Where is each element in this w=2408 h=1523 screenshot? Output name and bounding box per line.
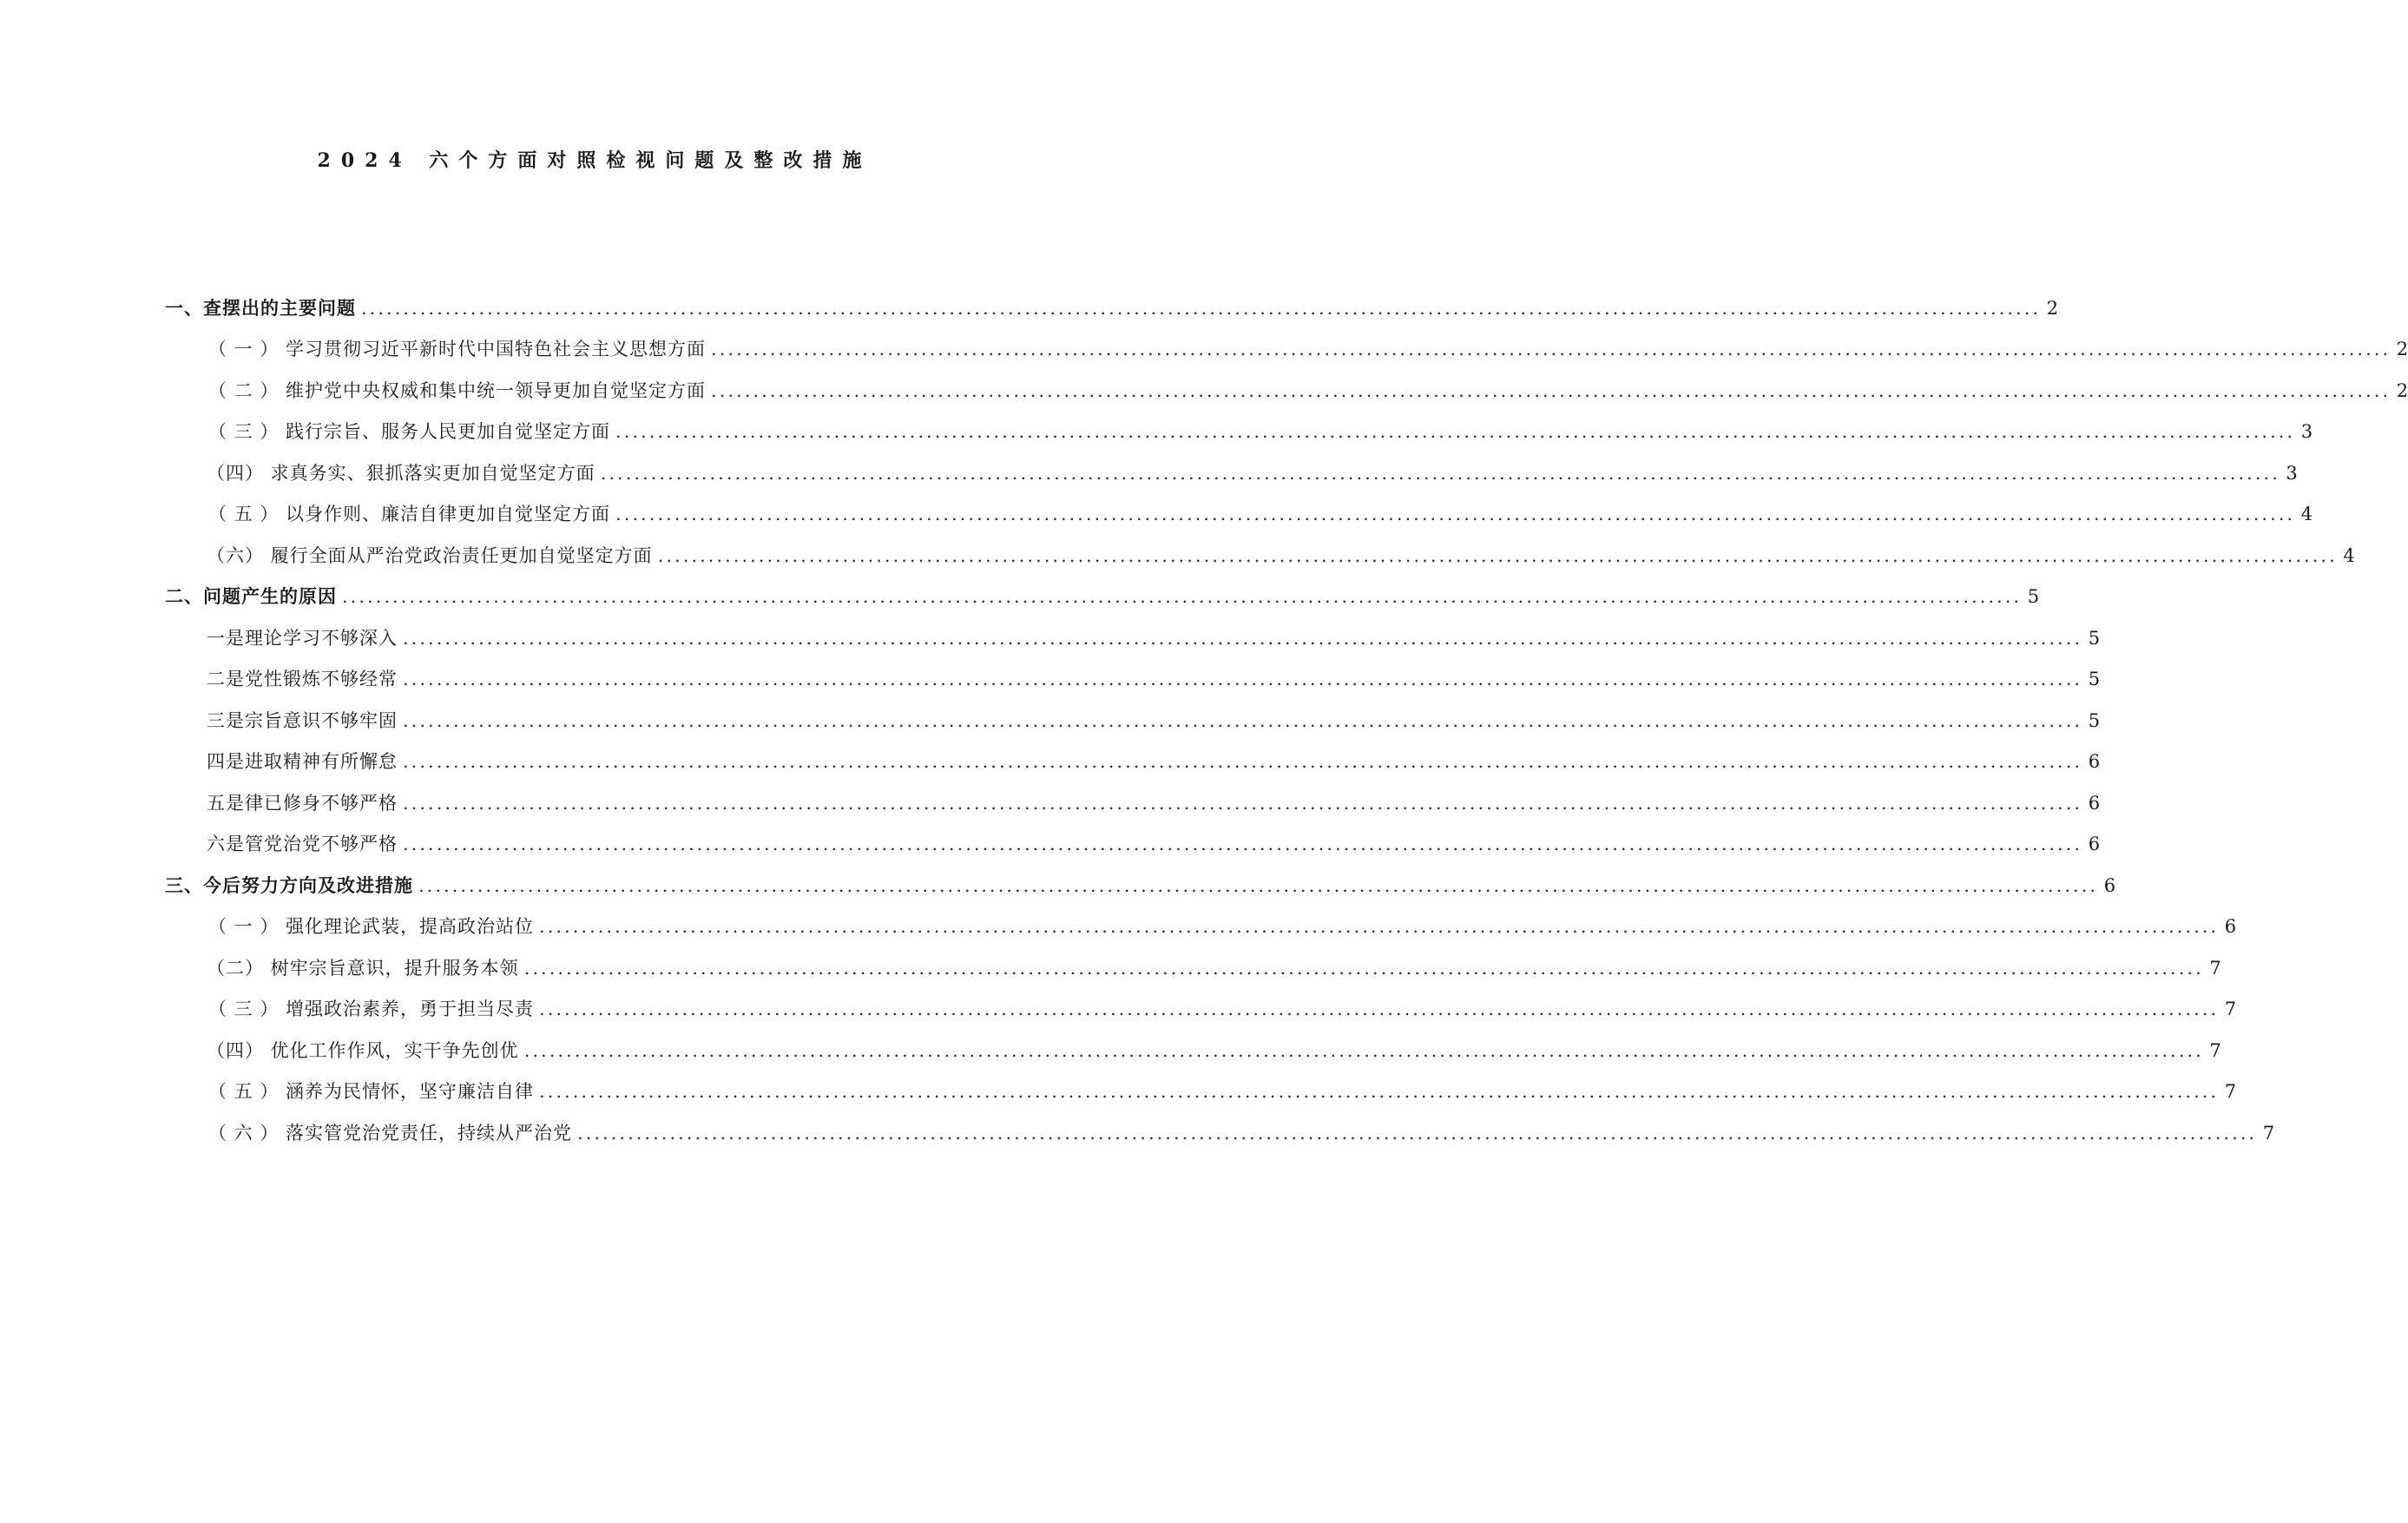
toc-entry[interactable] (165, 775, 2101, 816)
toc-page-number: 7 (2224, 1081, 2237, 1102)
toc-entry-label: （ 三 ） 践行宗旨、服务人民更加自觉坚定方面 (208, 421, 611, 442)
toc-entry-label: （ 五 ） 以身作则、廉洁自律更加自觉坚定方面 (208, 504, 611, 524)
toc-entry[interactable] (165, 816, 2101, 858)
toc-leader-dots: ........................................................................................................................................................................................................ (615, 421, 2296, 442)
document-title: 2024 六个方面对照检视问题及整改措施 (317, 149, 872, 172)
toc-page-number: 7 (2209, 957, 2221, 979)
toc-entry[interactable] (165, 651, 2101, 693)
toc-page-number: 6 (2088, 792, 2101, 814)
toc-entry-label: 一、查摆出的主要问题 (165, 296, 356, 319)
toc-leader-dots: ........................................................................................................................................................................................................ (615, 504, 2296, 524)
toc-entry-label: （ 三 ） 增强政治素养，勇于担当尽责 (208, 999, 535, 1019)
toc-entry-label: （ 五 ） 涵养为民情怀，坚守廉洁自律 (208, 1081, 535, 1102)
toc-entry-label: 六是管党治党不够严格 (207, 834, 398, 854)
toc-page-number: 5 (2088, 709, 2101, 731)
toc-page-number: 2 (2396, 379, 2408, 401)
toc-entry[interactable] (165, 569, 2040, 610)
toc-entry-label: 二、问题产生的原因 (165, 585, 337, 607)
toc-entry-label: （六） 履行全面从严治党政治责任更加自觉坚定方面 (207, 544, 653, 566)
toc-leader-dots: ........................................................................................................................................................................................................ (600, 462, 2280, 484)
toc-leader-dots: ........................................................................................................................................................................................................ (403, 709, 2083, 731)
toc-entry[interactable] (165, 445, 2298, 486)
toc-page-number: 6 (2088, 834, 2101, 854)
toc-leader-dots: ........................................................................................................................................................................................................ (711, 339, 2392, 359)
toc-leader-dots: ........................................................................................................................................................................................................ (342, 586, 2023, 607)
toc-entry-label: （二） 树牢宗旨意识，提升服务本领 (207, 957, 519, 979)
toc-entry[interactable] (165, 857, 2116, 899)
toc-leader-dots: ........................................................................................................................................................................................................ (403, 751, 2083, 772)
toc-entry-label: （ 六 ） 落实管党治党责任，持续从严治党 (208, 1122, 573, 1144)
toc-leader-dots: ........................................................................................................................................................................................................ (403, 627, 2083, 649)
toc-leader-dots: ........................................................................................................................................................................................................ (657, 544, 2338, 566)
toc-leader-dots: ........................................................................................................................................................................................................ (403, 792, 2083, 814)
toc-page-number: 4 (2300, 504, 2313, 524)
toc-page-number: 2 (2396, 339, 2408, 359)
toc-entry[interactable] (165, 362, 2408, 404)
toc-page-number: 7 (2209, 1039, 2221, 1061)
toc-page-number: 3 (2300, 421, 2313, 442)
toc-entry[interactable] (165, 981, 2237, 1023)
toc-entry-label: （四） 求真务实、狠抓落实更加自觉坚定方面 (207, 462, 595, 484)
toc-page-number: 2 (2046, 297, 2059, 319)
toc-entry-label: 四是进取精神有所懈怠 (207, 751, 398, 772)
toc-entry-label: 一是理论学习不够深入 (207, 627, 398, 649)
toc-leader-dots: ........................................................................................................................................................................................................ (577, 1122, 2258, 1144)
toc-entry[interactable] (165, 734, 2101, 775)
toc-leader-dots: ........................................................................................................................................................................................................ (539, 999, 2220, 1019)
toc-page-number: 6 (2103, 874, 2116, 896)
toc-entry[interactable] (165, 940, 2221, 981)
toc-leader-dots: ........................................................................................................................................................................................................ (418, 874, 2099, 896)
toc-entry[interactable] (165, 1104, 2275, 1146)
table-of-contents (165, 280, 2408, 1146)
toc-entry[interactable] (165, 321, 2408, 363)
toc-page-number: 5 (2088, 627, 2101, 649)
toc-page-number: 4 (2343, 544, 2355, 566)
toc-page-number: 3 (2286, 462, 2298, 484)
toc-entry-label: （ 二 ） 维护党中央权威和集中统一领导更加自觉坚定方面 (208, 379, 707, 401)
toc-entry[interactable] (165, 280, 2059, 321)
toc-entry[interactable] (165, 527, 2355, 569)
toc-entry[interactable] (165, 692, 2101, 734)
toc-leader-dots: ........................................................................................................................................................................................................ (361, 297, 2042, 319)
toc-leader-dots: ........................................................................................................................................................................................................ (403, 669, 2083, 689)
toc-page-number: 7 (2224, 999, 2237, 1019)
toc-entry-label: （ 一 ） 学习贯彻习近平新时代中国特色社会主义思想方面 (208, 339, 707, 359)
toc-leader-dots: ........................................................................................................................................................................................................ (523, 957, 2204, 979)
toc-entry[interactable] (165, 1064, 2237, 1105)
toc-entry[interactable] (165, 610, 2101, 651)
toc-page-number: 6 (2224, 916, 2237, 937)
toc-page-number: 5 (2027, 586, 2040, 607)
toc-entry[interactable] (165, 899, 2237, 940)
toc-entry-label: （ 一 ） 强化理论武装，提高政治站位 (208, 916, 535, 937)
toc-entry-label: 三是宗旨意识不够牢固 (207, 709, 398, 731)
toc-entry-label: （四） 优化工作作风，实干争先创优 (207, 1039, 519, 1061)
toc-entry[interactable] (165, 1022, 2221, 1064)
toc-leader-dots: ........................................................................................................................................................................................................ (711, 379, 2392, 401)
toc-page-number: 5 (2088, 669, 2101, 689)
toc-page-number: 7 (2262, 1122, 2275, 1144)
toc-leader-dots: ........................................................................................................................................................................................................ (539, 1081, 2220, 1102)
toc-entry[interactable] (165, 486, 2313, 528)
toc-leader-dots: ........................................................................................................................................................................................................ (523, 1039, 2204, 1061)
toc-leader-dots: ........................................................................................................................................................................................................ (539, 916, 2220, 937)
toc-entry-label: 五是律已修身不够严格 (207, 792, 398, 814)
toc-leader-dots: ........................................................................................................................................................................................................ (403, 834, 2083, 854)
toc-entry-label: 二是党性锻炼不够经常 (207, 669, 398, 689)
toc-entry[interactable] (165, 404, 2313, 445)
toc-page-number: 6 (2088, 751, 2101, 772)
toc-entry-label: 三、今后努力方向及改进措施 (165, 874, 413, 896)
